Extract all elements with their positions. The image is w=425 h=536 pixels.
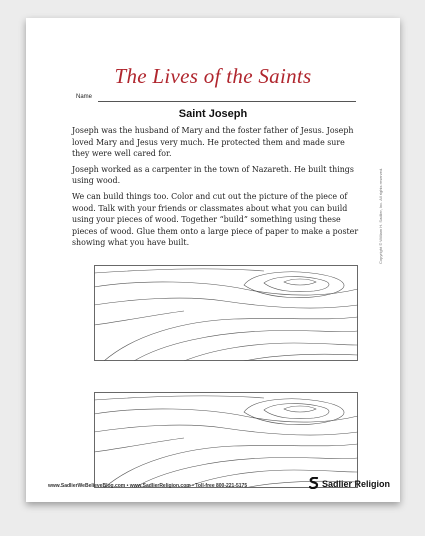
name-field [76, 94, 356, 106]
sadlier-brand [309, 477, 390, 491]
wood-piece-1 [94, 265, 358, 361]
brand-name: Sadlier Religion [322, 479, 391, 489]
paragraph-1: Joseph was the husband of Mary and the foster father of Jesus. Joseph loved Mary and Jesus very much. He protected them and made sure they were well cared for. [72, 126, 354, 159]
footer-contact: www.SadlierWeBelieveBlog.com • www.SadlierReligion.com • Toll-free 800-221-5175 [48, 483, 248, 489]
wood-grain-icon [94, 392, 358, 488]
series-title: The Lives of the Saints [114, 64, 312, 88]
wood-piece-2 [94, 392, 358, 488]
worksheet-page [26, 18, 400, 502]
paragraph-2: Joseph worked as a carpenter in the town of Nazareth. He built things using wood. [72, 164, 354, 186]
sadlier-logo-icon [309, 477, 319, 491]
paragraph-3: We can build things too. Color and cut out the picture of the piece of wood. Talk with your friends or classmates about what you can build using your pieces of wood. Together “build” something using these pieces of wood. Glue them onto a large piece of paper to make a poster showing what you have built. [72, 191, 359, 248]
name-write-line [98, 101, 356, 102]
page-title: Saint Joseph [178, 108, 248, 120]
wood-grain-icon [94, 265, 358, 361]
worksheet-instructions [72, 125, 360, 253]
name-label: Name [76, 94, 93, 100]
copyright-notice: Copyright © William H. Sadlier, Inc. All rights reserved. [378, 167, 383, 264]
